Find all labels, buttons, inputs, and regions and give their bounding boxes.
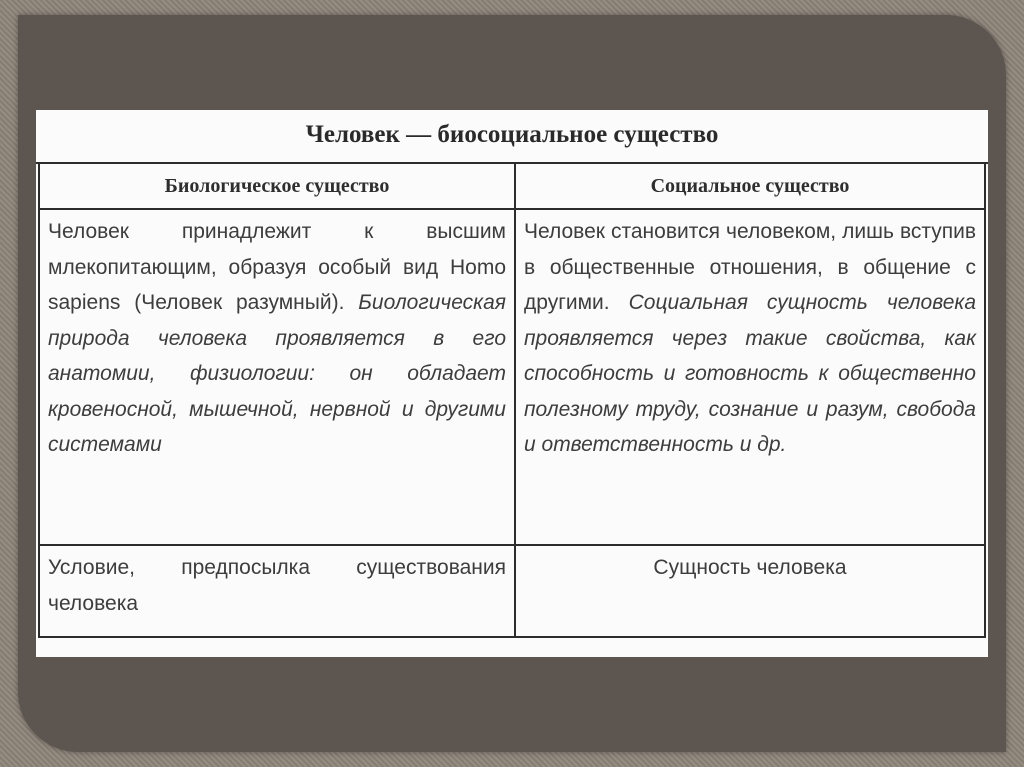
biological-italic-text: Биологическая природа человека проявляется в его анатомии, физиологии: он обладает кровеносной, мышечной, нервной и другими системами [48,291,506,456]
social-plain-text: Человек становится человеком, лишь вступив в общественные отношения, в общение с другими. [524,220,976,314]
header-social: Социальное существо [650,175,850,197]
cell-biological-description [40,210,514,544]
social-italic-text: Социальная сущность человека проявляется через такие свойства, как способность и готовность к общественно полезному труду, сознание и разум, свобода и ответственность и др. [524,291,976,456]
cell-social-role: Сущность человека [653,556,847,579]
cell-biological-role: Условие, предпосылка существования человека [48,556,506,615]
biological-plain-text: Человек принадлежит к высшим млекопитающим, образуя особый вид Homo sapiens (Человек разумный). [48,220,506,314]
comparison-table [36,110,988,657]
header-biological: Биологическое существо [164,175,390,197]
cell-social-description [516,210,984,544]
table-grid [38,164,986,638]
table-title: Человек — биосоциальное существо [36,110,988,164]
